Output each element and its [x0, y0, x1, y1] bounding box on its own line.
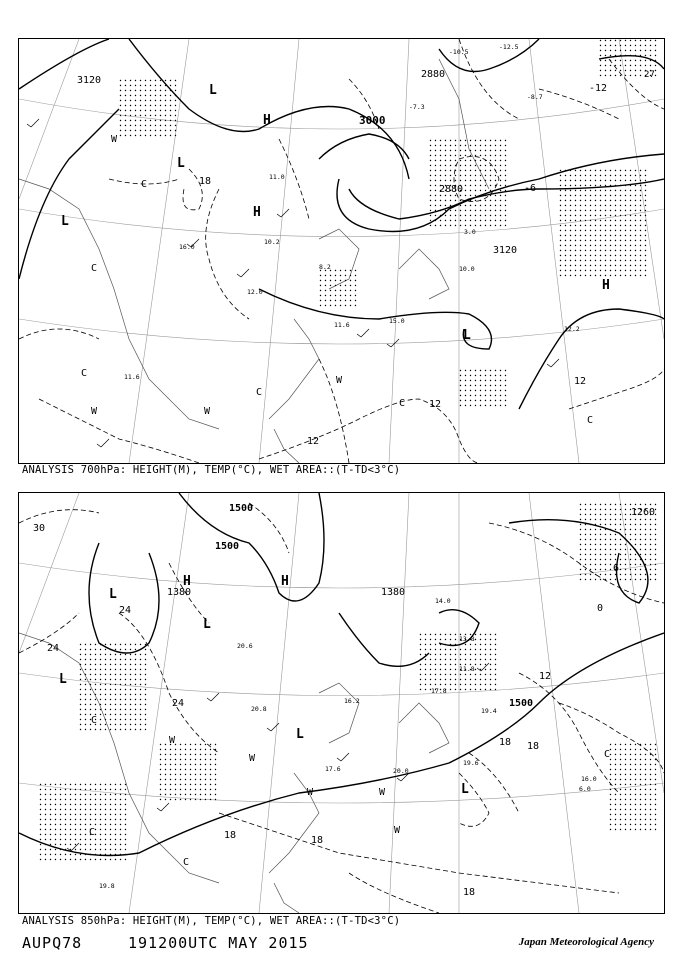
svg-text:17.8: 17.8 — [431, 687, 447, 695]
pressure-center: H — [253, 205, 261, 220]
temperature-label: 6 — [613, 563, 620, 574]
svg-text:16.0: 16.0 — [581, 775, 597, 783]
temperature-label: 18 — [499, 737, 512, 748]
chart-code: AUPQ78 — [22, 934, 83, 952]
height-label: 1500 — [229, 503, 254, 514]
pressure-center: L — [463, 328, 471, 343]
air-mass-label: C — [89, 827, 96, 838]
height-label: 2880 — [421, 69, 446, 80]
temperature-label: 18 — [199, 176, 212, 187]
map-panel-700hpa — [18, 38, 665, 464]
air-mass-label: W — [249, 753, 256, 764]
svg-text:6.0: 6.0 — [579, 785, 591, 793]
svg-text:19.6: 19.6 — [463, 759, 479, 767]
coastlines-700 — [19, 59, 489, 463]
pressure-center: L — [296, 727, 304, 742]
temperature-label: 27 — [644, 70, 655, 80]
svg-text:17.6: 17.6 — [325, 765, 341, 773]
temperature-label: 18 — [311, 835, 324, 846]
air-mass-label: W — [111, 134, 118, 145]
svg-text:10.0: 10.0 — [459, 265, 475, 273]
height-label: 1500 — [509, 698, 534, 709]
temperature-label: 24 — [172, 698, 185, 709]
air-mass-label: C — [141, 179, 148, 190]
air-mass-label: C — [587, 415, 594, 426]
air-mass-label: C — [604, 749, 611, 760]
svg-text:-7.3: -7.3 — [409, 103, 425, 111]
pressure-center: H — [263, 113, 271, 128]
svg-text:19.8: 19.8 — [99, 882, 115, 890]
pressure-center: L — [203, 617, 211, 632]
air-mass-label: W — [169, 735, 176, 746]
wet-area-850 — [39, 503, 659, 863]
pressure-center: L — [59, 672, 67, 687]
pressure-center: L — [109, 587, 117, 602]
svg-text:12.2: 12.2 — [564, 325, 580, 333]
svg-text:-8.7: -8.7 — [527, 93, 543, 101]
weather-map-850hpa — [19, 493, 664, 913]
map-panel-850hpa — [18, 492, 665, 914]
height-label: 1380 — [167, 587, 192, 598]
temperature-label: 24 — [119, 605, 132, 616]
svg-text:-12.5: -12.5 — [499, 43, 519, 51]
pressure-center: H — [281, 574, 289, 589]
temperature-label: 12 — [429, 399, 442, 410]
pressure-center: H — [183, 574, 191, 589]
svg-text:10.2: 10.2 — [264, 238, 280, 246]
svg-text:14.0: 14.0 — [435, 597, 451, 605]
svg-text:-10.5: -10.5 — [449, 48, 469, 56]
air-mass-label: C — [81, 368, 88, 379]
temperature-label: 18 — [224, 830, 237, 841]
svg-text:12.0: 12.0 — [247, 288, 263, 296]
svg-text:11.6: 11.6 — [334, 321, 350, 329]
svg-text:16.2: 16.2 — [344, 697, 360, 705]
pressure-center: L — [177, 156, 185, 171]
temperature-label: 12 — [307, 436, 320, 447]
air-mass-label: C — [183, 857, 190, 868]
air-mass-label: C — [91, 715, 98, 726]
height-label: 1500 — [215, 541, 240, 552]
air-mass-label: W — [307, 787, 314, 798]
temperature-label: 30 — [33, 523, 46, 534]
height-label: 1380 — [381, 587, 406, 598]
svg-text:15.0: 15.0 — [389, 317, 405, 325]
height-label: 3000 — [359, 114, 386, 127]
temperature-label: -6 — [524, 183, 537, 194]
panel-caption-850hpa: ANALYSIS 850hPa: HEIGHT(M), TEMP(°C), WET AREA::(T-TD<3°C) — [22, 915, 401, 927]
air-mass-label: W — [204, 406, 211, 417]
svg-text:11.6: 11.6 — [124, 373, 140, 381]
svg-text:16.0: 16.0 — [179, 243, 195, 251]
weather-map-700hpa — [19, 39, 664, 463]
pressure-center: H — [602, 278, 610, 293]
svg-text:20.8: 20.8 — [251, 705, 267, 713]
svg-text:20.6: 20.6 — [237, 642, 253, 650]
panel-caption-700hpa: ANALYSIS 700hPa: HEIGHT(M), TEMP(°C), WET AREA::(T-TD<3°C) — [22, 464, 401, 476]
height-label: 1260 — [631, 507, 656, 518]
svg-text:19.4: 19.4 — [481, 707, 497, 715]
air-mass-label: C — [256, 387, 263, 398]
station-values-700 — [124, 43, 580, 381]
pressure-center: L — [209, 83, 217, 98]
temperature-label: -12 — [589, 83, 608, 94]
temperature-label: 24 — [47, 643, 60, 654]
air-mass-label: W — [91, 406, 98, 417]
temperature-label: 18 — [463, 887, 476, 898]
wet-area-700 — [119, 39, 659, 409]
svg-text:20.0: 20.0 — [393, 767, 409, 775]
temperature-label: 0 — [597, 603, 604, 614]
temperature-label: 12 — [574, 376, 587, 387]
air-mass-label: C — [399, 398, 406, 409]
svg-text:11.8: 11.8 — [459, 665, 475, 673]
agency-name: Japan Meteorological Agency — [518, 936, 654, 948]
temperature-label: 18 — [527, 741, 540, 752]
height-label: 2880 — [439, 184, 464, 195]
pressure-center: L — [461, 782, 469, 797]
pressure-center: L — [61, 214, 69, 229]
air-mass-label: W — [336, 375, 343, 386]
air-mass-label: C — [91, 263, 98, 274]
svg-text:13.8: 13.8 — [459, 635, 475, 643]
svg-text:3.0: 3.0 — [464, 228, 476, 236]
height-label: 3120 — [493, 245, 518, 256]
air-mass-label: W — [379, 787, 386, 798]
height-label: 3120 — [77, 75, 102, 86]
air-mass-label: W — [394, 825, 401, 836]
valid-time: 191200UTC MAY 2015 — [128, 934, 309, 952]
svg-text:11.0: 11.0 — [269, 173, 285, 181]
temperature-label: 12 — [539, 671, 552, 682]
svg-text:8.2: 8.2 — [319, 263, 331, 271]
